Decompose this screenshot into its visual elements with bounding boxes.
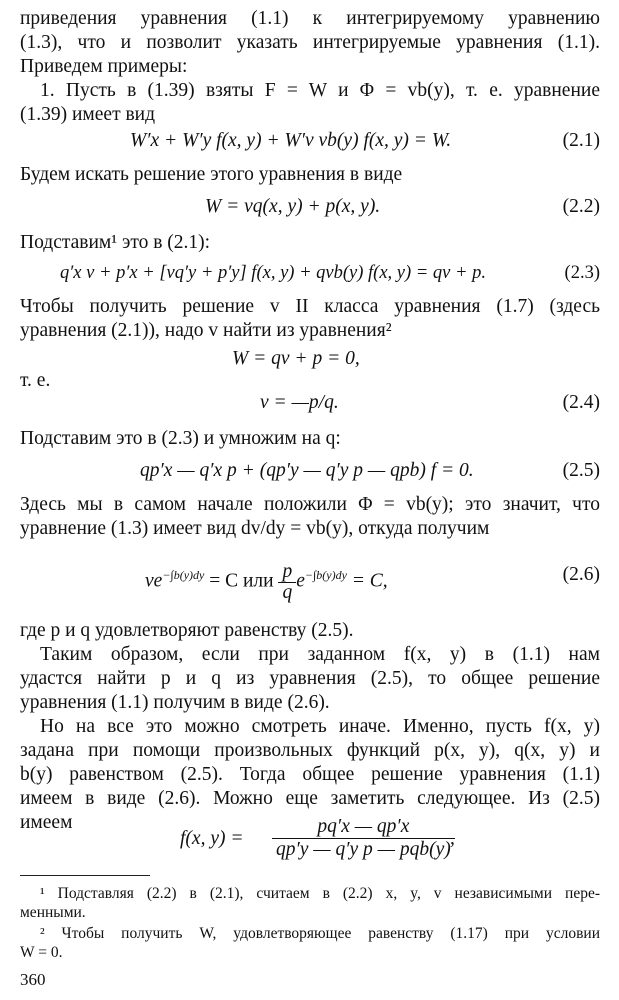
text-line: b(y) равенством (2.5). Тогда общее решение уравнения (1.1) [20, 764, 600, 785]
text-line: Приведем примеры: [20, 56, 188, 77]
equation-2-1 [20, 126, 600, 156]
equation-2-6 [20, 552, 600, 602]
footnote-1-cont: менными. [20, 904, 86, 921]
text-line: где p и q удовлетворяют равенству (2.5). [20, 620, 354, 641]
equation-body: q′x v + p′x + [vq′y + p′y] f(x, y) + qvb(y) f(x, y) = qv + p. [60, 263, 486, 283]
footnote-2-cont: W = 0. [20, 944, 63, 961]
footnote-1: ¹ Подставляя (2.2) в (2.1), считаем в (2.2) x, y, v независимыми пере- [40, 885, 600, 902]
page-number: 360 [20, 970, 46, 989]
text-line: приведения уравнения (1.1) к интегрируемому уравнению [20, 8, 600, 29]
text-line: (1.39) имеет вид [20, 104, 156, 125]
equation-2-5 [20, 456, 600, 486]
text-line: т. е. [20, 370, 51, 391]
text-line: Будем искать решение этого уравнения в виде [20, 164, 403, 185]
text-line: уравнение (1.3) имеет вид dv/dy = vb(y), откуда получим [20, 518, 490, 539]
text-line: уравнения (1.1) получим в виде (2.6). [20, 692, 330, 713]
equation-2-2 [20, 192, 600, 222]
footnote-rule [20, 875, 150, 876]
equation-body: W = qv + p = 0, [232, 348, 360, 369]
equation-lhs: f(x, y) = [180, 828, 244, 849]
text-line: Чтобы получить решение v II класса уравнения (1.7) (здесь [20, 296, 600, 317]
text-line: Таким образом, если при заданном f(x, y) в (1.1) нам [40, 644, 600, 665]
equation-number: (2.6) [562, 564, 600, 585]
text-line: Подставим¹ это в (2.1): [20, 232, 211, 253]
equation-number: (2.4) [562, 392, 600, 413]
equation-tail: , [450, 828, 455, 849]
equation-2-4 [20, 388, 600, 418]
text-line: удастся найти p и q из уравнения (2.5), то общее решение [20, 668, 600, 689]
equation-number: (2.5) [562, 460, 600, 481]
equation-body: qp′x — q′x p + (qp′y — q′y p — qpb) f = 0. [140, 460, 474, 481]
equation-final [20, 812, 600, 872]
text-line: Здесь мы в самом начале положили Φ = vb(y); это значит, что [20, 494, 600, 515]
equation-number: (2.3) [564, 263, 600, 283]
equation-2-3 [20, 258, 600, 288]
footnote-2: ² Чтобы получить W, удовлетворяющее равенству (1.17) при условии [40, 925, 600, 942]
text-line: Но на все это можно смотреть иначе. Именно, пусть f(x, y) [40, 716, 600, 737]
equation-body: W = vq(x, y) + p(x, y). [205, 196, 381, 217]
text-line: Подставим это в (2.3) и умножим на q: [20, 428, 341, 449]
text-line: имеем в виде (2.6). Можно еще заметить следующее. Из (2.5) [20, 788, 600, 809]
text-line: имеем [20, 812, 73, 833]
text-line: задана при помощи произвольных функций p(x, y), q(x, y) и [20, 740, 600, 761]
text-line: уравнения (2.1)), надо v найти из уравнения² [20, 320, 392, 341]
fraction: pq′x — qp′x qp′y — q′y p — pqb(y) [272, 816, 455, 861]
equation-body: v = —p/q. [260, 392, 339, 413]
text-line: (1.3), что и позволит указать интегрируемые уравнения (1.1). [20, 32, 600, 53]
equation-body: $ve^{-\int b(y)dy} = C$ или $\frac{p}{q}$ $e^{-\int b(y)dy} = C$, [145, 560, 388, 603]
equation-body: W′x + W′y f(x, y) + W′v vb(y) f(x, y) = W. [130, 130, 452, 151]
fraction: $\frac{p}{q}$ [278, 562, 296, 603]
equation-number: (2.2) [562, 196, 600, 217]
equation-number: (2.1) [562, 130, 600, 151]
text-line: 1. Пусть в (1.39) взяты F = W и Φ = vb(y), т. е. уравнение [40, 80, 600, 101]
